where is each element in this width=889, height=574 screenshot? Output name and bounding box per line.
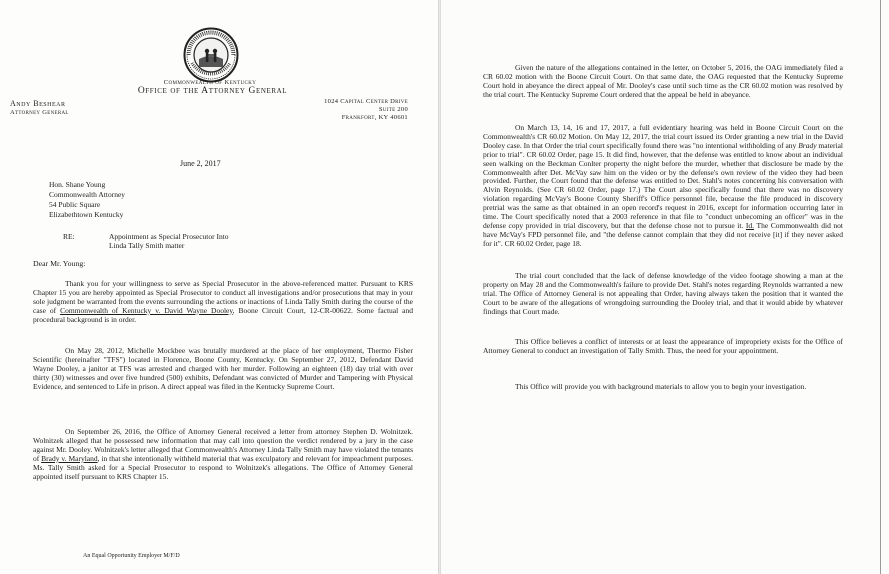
- case-citation: Brady v. Maryland: [41, 453, 98, 463]
- address-street: 1024 Capital Center Drive: [324, 98, 408, 105]
- recipient-name: Hon. Shane Young: [49, 180, 106, 189]
- paragraph-text: On March 13, 14, 16 and 17, 2017, a full evidentiary hearing was held in Boone Circuit Court on the Commonwealth's CR 60.02 Motion. On May 12, 2017, the trial court issued its Order granting a new trial in the David Dooley case. In that Order the trial court specifically found there was "no intentional withholding of any: [483, 123, 843, 150]
- re-line: Linda Tally Smith matter: [109, 241, 185, 250]
- paragraph-text: On May 28, 2012, Michelle Mockbee was brutally murdered at the place of her employment, Thermo Fisher Scientific (hereinafter "TFS") located in Florence, Boone County, Kentucky. On September 27, 2012, Defendant David Wayne Dooley, a janitor at TFS was arrested and charged with her murder. Following an eighteen (18) day trial with over thirty (30) witnesses and over five hundred (500) exhibits, Defendant was convicted of Murder and Tampering with Physical Evidence, and sentenced to Life in prison. A direct appeal was filed in the Kentucky Supreme Court.: [33, 346, 413, 391]
- paragraph-materials: [483, 383, 843, 392]
- attorney-general-name: Andy Beshear: [10, 99, 66, 108]
- id-citation: Id.: [745, 220, 755, 230]
- paragraph-text: This Office believes a conflict of interests or at least the appearance of impropriety exists for the Office of Attorney General to conduct an investigation of Tally Smith. Thus, the need for your appointment.: [483, 337, 843, 355]
- attorney-general-title: Attorney General: [10, 109, 69, 116]
- recipient-city: Elizabethtown Kentucky: [49, 210, 124, 219]
- address-city: Frankfort, KY 40601: [341, 114, 408, 121]
- office-title: Office of the Attorney General: [137, 86, 288, 96]
- paragraph-cr-motion: [483, 64, 843, 100]
- paragraph-appointment: [33, 280, 413, 325]
- recipient-title: Commonwealth Attorney: [49, 190, 126, 199]
- footer-eoe: An Equal Opportunity Employer M/F/D: [83, 553, 180, 559]
- address-suite: Suite 200: [378, 106, 408, 113]
- letter-page-1: [0, 0, 438, 574]
- paragraph-allegations: [33, 428, 413, 481]
- paragraph-text: Thank you for your willingness to serve as Special Prosecutor in the above-referenced matter. Pursuant to KRS Chapter 15 you are hereby appointed as Special Prosecutor to conduct all investigations and/or prosecutions that may in your sole judgment be warranted from the events surrounding the actions or inactions of Linda Tally Smith during the course of the case of: [33, 279, 413, 315]
- paragraph-text: material prior to trial". CR 60.02 Order, page 15. It did find, however, that the defense was entitled to know about an individual seen walking on the Beckman Conlter property the night before the murder, whether that disclosure be made by the Commonwealth after Det. McVay saw him on the video or by the defense's own review of the video they had been provided. Further, the Court found that the defense was entitled to Det. Stahl's notes concerning his conversation with Alvin Reynolds. (See CR 60.02 Order, page 17.) The Court also specifically found that there was no discovery violation regarding McVay's Boone County Sheriff's Office personnel file, because the file produced in discovery pretrial was the same as that obtained in an open record's request in 2016, except for information occurring later in time. The Court specifically noted that a 2003 reference in that file to "conduct unbecoming an officer" was in the defense copy provided in trial discovery, but that the defense chose not to pursue it.: [483, 140, 843, 230]
- kentucky-state-seal-icon: [183, 27, 239, 83]
- brady-citation: Brady: [798, 140, 817, 150]
- paragraph-text: This Office will provide you with background materials to allow you to begin your investigation.: [515, 382, 807, 391]
- paragraph-text: On September 26, 2016, the Office of Attorney General received a letter from attorney Stephen D. Wolnitzek. Wolnitzek alleged that he possessed new information that may call into question the verdict rendered by a jury in the case against Mr. Dooley. Wolnitzek's letter alleged that Commonwealth's Attorney Linda Tally Smith may have violated the tenants of: [33, 427, 413, 463]
- re-line: Appointment as Special Prosecutor Into: [109, 232, 229, 241]
- paragraph-text: The Commonwealth did not have McVay's FPD personnel file, and "the defense cannot complain that they did not receive [it] if they never asked for it". CR 60.02 Order, page 18.: [483, 220, 843, 248]
- paragraph-text: , Boone Circuit Court, 12-CR-00622. Some factual and procedural background is in order.: [33, 305, 413, 324]
- letter-date: June 2, 2017: [180, 159, 221, 168]
- salutation: Dear Mr. Young:: [33, 259, 86, 268]
- paragraph-conclusion: [483, 272, 843, 317]
- paragraph-background: [33, 347, 413, 392]
- re-label: RE:: [63, 232, 75, 241]
- letter-page-2: [441, 0, 889, 574]
- page-edge: [880, 0, 881, 574]
- paragraph-text: The trial court concluded that the lack of defense knowledge of the video footage showing a man at the property on May 28 and the Commonwealth's failure to provide Det. Stahl's notes regarding Reynolds warranted a new trial. The Office of Attorney General is not appealing that Order, having always taken the position that it wanted the Court to be aware of the allegations of wrongdoing surrounding the Dooley trial, and that it would abide by whatever findings that Court made.: [483, 271, 843, 316]
- commonwealth-heading: Commonwealth of Kentucky: [163, 79, 257, 86]
- paragraph-text: , in that she intentionally withheld material that was exculpatory and relevant for impeachment purposes. Ms. Tally Smith asked for a Special Prosecutor to respond to Wolnitzek's allegations. The Office of Attorney General appointed itself pursuant to KRS Chapter 15.: [33, 453, 414, 481]
- recipient-street: 54 Public Square: [49, 200, 101, 209]
- paragraph-hearing: [483, 124, 843, 249]
- case-citation: Commonwealth of Kentucky v. David Wayne Dooley: [60, 305, 233, 315]
- paragraph-text: Given the nature of the allegations contained in the letter, on October 5, 2016, the OAG immediately filed a CR 60.02 motion with the Boone Circuit Court. On that same date, the OAG requested that the Kentucky Supreme Court hold in abeyance the direct appeal of Mr. Dooley's case until such time as the CR 60.02 motion was resolved by the trial court. The Kentucky Supreme Court ordered that the appeal be held in abeyance.: [483, 63, 843, 99]
- paragraph-conflict: [483, 338, 843, 356]
